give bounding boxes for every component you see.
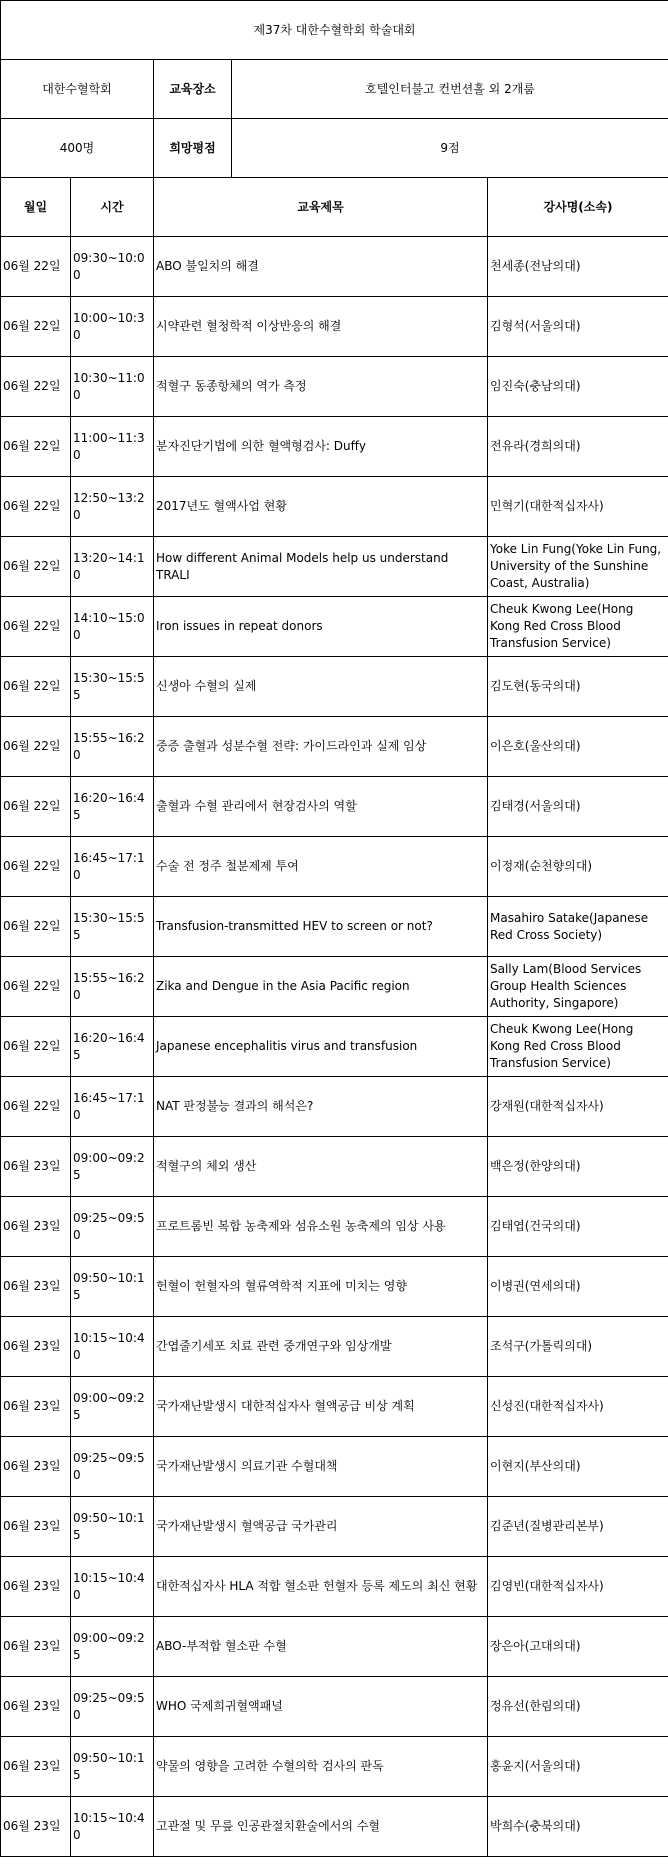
session-title: Zika and Dengue in the Asia Pacific region — [154, 957, 488, 1017]
session-time: 09:30~10:00 — [71, 237, 154, 297]
table-row — [1, 1017, 668, 1077]
session-date: 06월 22일 — [1, 777, 71, 837]
col-time-header: 시간 — [71, 178, 154, 237]
table-row — [1, 837, 668, 897]
session-speaker: 김태경(서울의대) — [488, 777, 668, 837]
session-title: Iron issues in repeat donors — [154, 597, 488, 657]
session-speaker: 민혁기(대한적십자사) — [488, 477, 668, 537]
session-title: 국가재난발생시 의료기관 수혈대책 — [154, 1437, 488, 1497]
session-speaker: 강재원(대한적십자사) — [488, 1077, 668, 1137]
session-speaker: 김준년(질병관리본부) — [488, 1497, 668, 1557]
session-date: 06월 22일 — [1, 717, 71, 777]
session-time: 13:20~14:10 — [71, 537, 154, 597]
table-row — [1, 1197, 668, 1257]
session-speaker: 김도현(동국의대) — [488, 657, 668, 717]
session-speaker: 홍윤지(서울의대) — [488, 1737, 668, 1797]
table-row — [1, 537, 668, 597]
table-row — [1, 1617, 668, 1677]
session-time: 16:45~17:10 — [71, 1077, 154, 1137]
session-title: 중증 출혈과 성분수혈 전략: 가이드라인과 실제 임상 — [154, 717, 488, 777]
venue-label: 교육장소 — [154, 60, 232, 118]
table-row — [1, 957, 668, 1017]
table-row — [1, 597, 668, 657]
event-title: 제37차 대한수혈학회 학술대회 — [1, 1, 668, 60]
session-speaker: 이병권(연세의대) — [488, 1257, 668, 1317]
session-speaker: 천세종(전남의대) — [488, 237, 668, 297]
session-date: 06월 23일 — [1, 1677, 71, 1737]
table-row — [1, 1557, 668, 1617]
table-row — [1, 1737, 668, 1797]
session-date: 06월 23일 — [1, 1557, 71, 1617]
session-date: 06월 22일 — [1, 417, 71, 477]
session-speaker: 조석구(가톨릭의대) — [488, 1317, 668, 1377]
organizer: 대한수혈학회 — [1, 60, 154, 119]
session-time: 09:00~09:25 — [71, 1377, 154, 1437]
title-row — [1, 1, 668, 60]
session-title: ABO 불일치의 해결 — [154, 237, 488, 297]
session-speaker: Cheuk Kwong Lee(Hong Kong Red Cross Blood Transfusion Service) — [488, 1017, 668, 1077]
session-time: 09:00~09:25 — [71, 1137, 154, 1197]
session-title: 헌혈이 헌혈자의 혈류역학적 지표에 미치는 영향 — [154, 1257, 488, 1317]
session-time: 16:20~16:45 — [71, 1017, 154, 1077]
session-date: 06월 23일 — [1, 1317, 71, 1377]
table-row — [1, 297, 668, 357]
session-speaker: Sally Lam(Blood Services Group Health Sciences Authority, Singapore) — [488, 957, 668, 1017]
session-date: 06월 22일 — [1, 1077, 71, 1137]
session-title: 고관절 및 무릎 인공관절치환술에서의 수혈 — [154, 1797, 488, 1857]
col-speaker-header: 강사명(소속) — [488, 178, 668, 237]
table-row — [1, 1497, 668, 1557]
session-time: 10:15~10:40 — [71, 1797, 154, 1857]
session-time: 10:15~10:40 — [71, 1317, 154, 1377]
session-speaker: 김영빈(대한적십자사) — [488, 1557, 668, 1617]
table-row — [1, 897, 668, 957]
session-time: 09:25~09:50 — [71, 1437, 154, 1497]
session-title: NAT 판정불능 결과의 해석은? — [154, 1077, 488, 1137]
session-speaker: 신성진(대한적십자사) — [488, 1377, 668, 1437]
session-date: 06월 22일 — [1, 597, 71, 657]
session-time: 14:10~15:00 — [71, 597, 154, 657]
session-title: 적혈구 동종항체의 역가 측정 — [154, 357, 488, 417]
credit-value: 9점 — [440, 140, 460, 155]
session-date: 06월 23일 — [1, 1737, 71, 1797]
table-row — [1, 417, 668, 477]
table-row — [1, 1437, 668, 1497]
session-date: 06월 23일 — [1, 1197, 71, 1257]
session-speaker: 장은아(고대의대) — [488, 1617, 668, 1677]
session-time: 09:25~09:50 — [71, 1197, 154, 1257]
session-date: 06월 23일 — [1, 1617, 71, 1677]
session-title: 국가재난발생시 대한적십자사 혈액공급 비상 계획 — [154, 1377, 488, 1437]
session-date: 06월 22일 — [1, 297, 71, 357]
table-row — [1, 1677, 668, 1737]
session-title: 대한적십자사 HLA 적합 혈소판 헌혈자 등록 제도의 최신 현황 — [154, 1557, 488, 1617]
session-time: 09:50~10:15 — [71, 1737, 154, 1797]
session-time: 10:15~10:40 — [71, 1557, 154, 1617]
session-title: 신생아 수혈의 실제 — [154, 657, 488, 717]
session-date: 06월 23일 — [1, 1257, 71, 1317]
session-speaker: 이정재(순천향의대) — [488, 837, 668, 897]
table-row — [1, 657, 668, 717]
session-title: Transfusion-transmitted HEV to screen or not? — [154, 897, 488, 957]
session-title: 수술 전 정주 철분제제 투여 — [154, 837, 488, 897]
session-date: 06월 22일 — [1, 477, 71, 537]
session-date: 06월 22일 — [1, 537, 71, 597]
session-title: 적혈구의 체외 생산 — [154, 1137, 488, 1197]
session-speaker: 박희수(충북의대) — [488, 1797, 668, 1857]
session-date: 06월 23일 — [1, 1377, 71, 1437]
table-row — [1, 1077, 668, 1137]
capacity: 400명 — [1, 119, 154, 178]
session-time: 12:50~13:20 — [71, 477, 154, 537]
session-speaker: 임진숙(충남의대) — [488, 357, 668, 417]
session-title: 출혈과 수혈 관리에서 현장검사의 역할 — [154, 777, 488, 837]
session-date: 06월 22일 — [1, 897, 71, 957]
session-speaker: 이현지(부산의대) — [488, 1437, 668, 1497]
session-date: 06월 22일 — [1, 837, 71, 897]
session-title: ABO-부적합 혈소판 수혈 — [154, 1617, 488, 1677]
table-row — [1, 1257, 668, 1317]
session-date: 06월 23일 — [1, 1797, 71, 1857]
session-time: 09:50~10:15 — [71, 1257, 154, 1317]
capacity-row — [1, 119, 668, 178]
session-speaker: Cheuk Kwong Lee(Hong Kong Red Cross Blood Transfusion Service) — [488, 597, 668, 657]
session-title: Japanese encephalitis virus and transfusion — [154, 1017, 488, 1077]
session-time: 09:50~10:15 — [71, 1497, 154, 1557]
session-time: 10:30~11:00 — [71, 357, 154, 417]
session-time: 16:45~17:10 — [71, 837, 154, 897]
table-row — [1, 1317, 668, 1377]
session-time: 09:00~09:25 — [71, 1617, 154, 1677]
credit-label: 희망평점 — [154, 119, 232, 177]
session-speaker: 백은정(한양의대) — [488, 1137, 668, 1197]
session-date: 06월 22일 — [1, 237, 71, 297]
session-date: 06월 22일 — [1, 1017, 71, 1077]
session-title: 분자진단기법에 의한 혈액형검사: Duffy — [154, 417, 488, 477]
session-date: 06월 23일 — [1, 1497, 71, 1557]
table-row — [1, 357, 668, 417]
column-header-row — [1, 178, 668, 237]
session-time: 16:20~16:45 — [71, 777, 154, 837]
session-date: 06월 22일 — [1, 957, 71, 1017]
session-title: How different Animal Models help us understand TRALI — [154, 537, 488, 597]
table-row — [1, 1137, 668, 1197]
session-title: 약물의 영향을 고려한 수혈의학 검사의 판독 — [154, 1737, 488, 1797]
session-time: 15:55~16:20 — [71, 957, 154, 1017]
session-time: 11:00~11:30 — [71, 417, 154, 477]
session-time: 15:55~16:20 — [71, 717, 154, 777]
session-speaker: Yoke Lin Fung(Yoke Lin Fung, University of the Sunshine Coast, Australia) — [488, 537, 668, 597]
venue-value: 호텔인터불고 컨번션홀 외 2개룸 — [365, 81, 535, 96]
table-row — [1, 237, 668, 297]
session-time: 09:25~09:50 — [71, 1677, 154, 1737]
session-time: 15:30~15:55 — [71, 897, 154, 957]
session-title: 국가재난발생시 혈액공급 국가관리 — [154, 1497, 488, 1557]
session-title: 간엽줄기세포 치료 관련 중개연구와 임상개발 — [154, 1317, 488, 1377]
session-speaker: 김형석(서울의대) — [488, 297, 668, 357]
col-date-header: 월일 — [1, 178, 71, 237]
session-speaker: 전유라(경희의대) — [488, 417, 668, 477]
session-speaker: 이은호(울산의대) — [488, 717, 668, 777]
session-date: 06월 22일 — [1, 357, 71, 417]
col-title-header: 교육제목 — [154, 178, 488, 237]
session-title: 시약관련 혈청학적 이상반응의 해결 — [154, 297, 488, 357]
session-title: 2017년도 혈액사업 현황 — [154, 477, 488, 537]
session-speaker: 김태엽(건국의대) — [488, 1197, 668, 1257]
table-row — [1, 717, 668, 777]
session-date: 06월 23일 — [1, 1437, 71, 1497]
table-row — [1, 1377, 668, 1437]
table-row — [1, 1797, 668, 1857]
session-speaker: Masahiro Satake(Japanese Red Cross Society) — [488, 897, 668, 957]
session-date: 06월 22일 — [1, 657, 71, 717]
session-speaker: 정유선(한림의대) — [488, 1677, 668, 1737]
table-row — [1, 477, 668, 537]
session-time: 15:30~15:55 — [71, 657, 154, 717]
session-title: WHO 국제희귀혈액패널 — [154, 1677, 488, 1737]
session-time: 10:00~10:30 — [71, 297, 154, 357]
venue-row — [1, 60, 668, 119]
session-date: 06월 23일 — [1, 1137, 71, 1197]
table-row — [1, 777, 668, 837]
session-title: 프로트롬빈 복합 농축제와 섬유소원 농축제의 임상 사용 — [154, 1197, 488, 1257]
